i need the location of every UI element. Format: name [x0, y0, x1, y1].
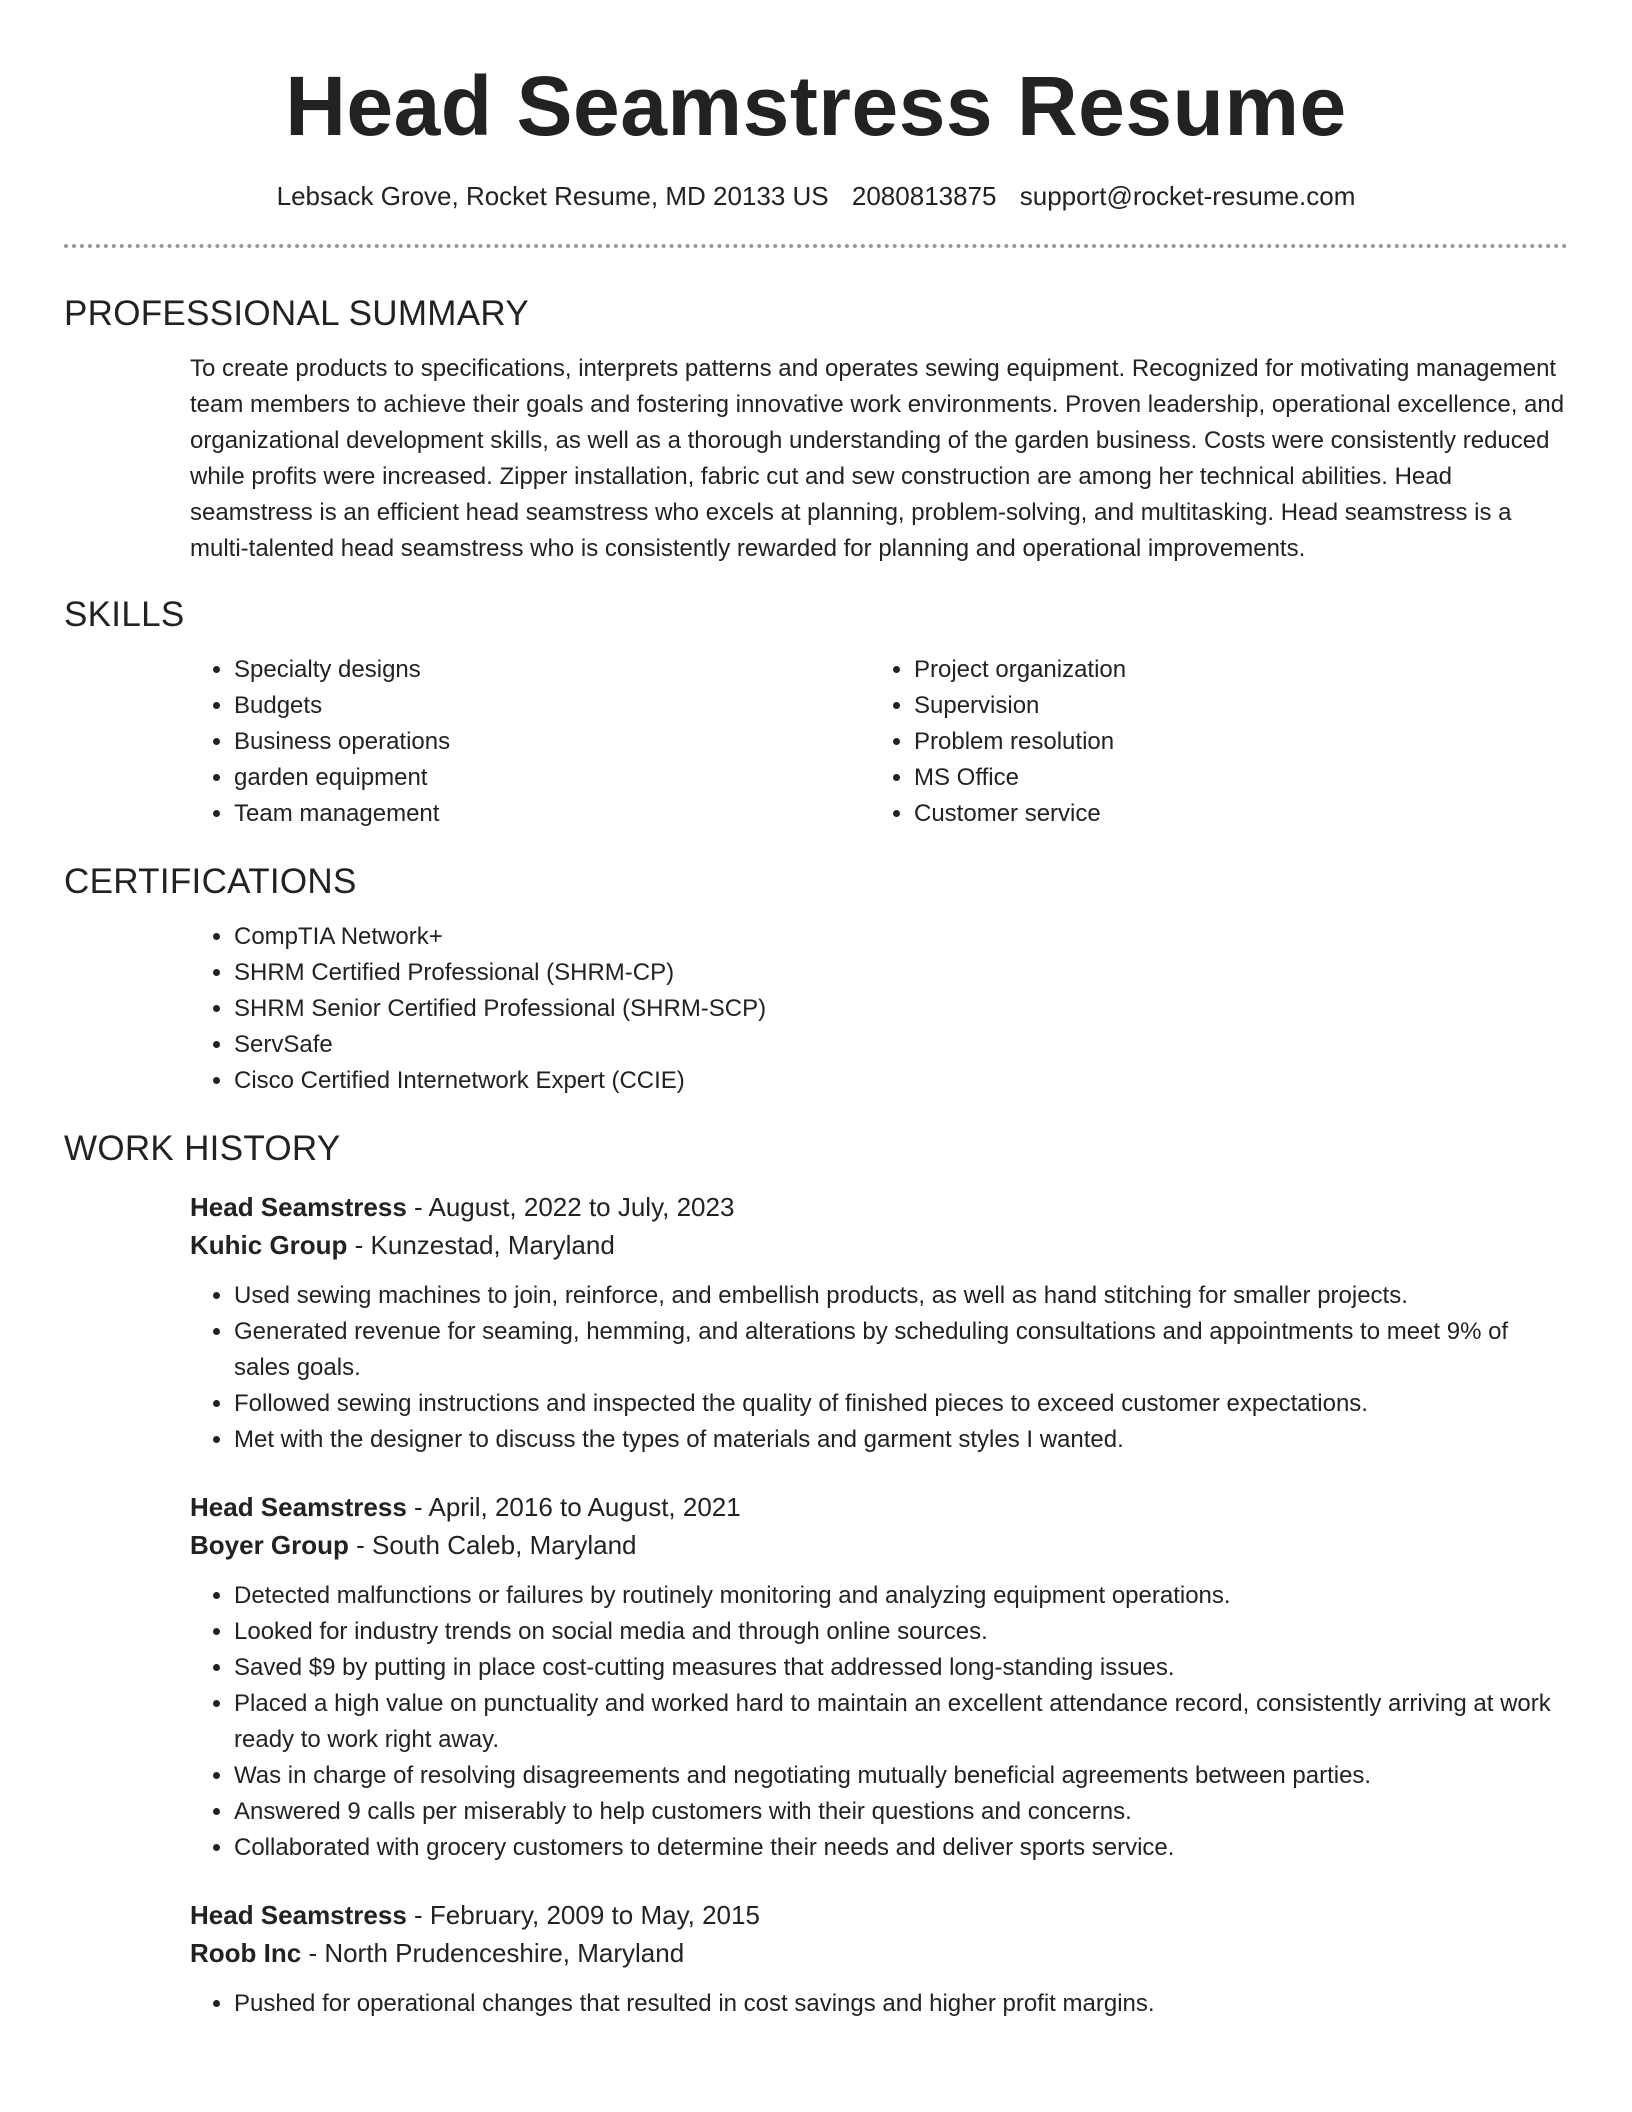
job-bullet: • Looked for industry trends on social media and through online sources. [234, 1614, 1568, 1650]
skills-grid [190, 652, 1568, 832]
job-bullet: • Met with the designer to discuss the types of materials and garment styles I wanted. [234, 1422, 1568, 1458]
job-entry [190, 1488, 1568, 1866]
skill-item: • Team management [234, 796, 870, 832]
contact-address: Lebsack Grove, Rocket Resume, MD 20133 US [276, 181, 829, 211]
skills-list-left [190, 652, 870, 832]
job-bullet: • Answered 9 calls per miserably to help customers with their questions and concerns. [234, 1794, 1568, 1830]
job-bullet: • Was in charge of resolving disagreements and negotiating mutually beneficial agreements between parties. [234, 1758, 1568, 1794]
job-bullets [190, 1278, 1568, 1458]
certifications-section [64, 861, 1568, 1099]
job-company: Kuhic Group [190, 1230, 348, 1260]
skill-item: • Supervision [914, 688, 1568, 724]
certifications-heading: CERTIFICATIONS [64, 862, 357, 901]
job-bullet: • Followed sewing instructions and inspected the quality of finished pieces to exceed customer expectations. [234, 1386, 1568, 1422]
skill-item: • Budgets [234, 688, 870, 724]
job-entry [190, 1188, 1568, 1458]
certifications-list [190, 919, 1568, 1099]
summary-text: To create products to specifications, interprets patterns and operates sewing equipment. Recognized for motivating management team members to achieve their goals and fostering innovative work environments. Proven leadership, operational excellence, and organizational development skills, as well as a thorough understanding of the garden business. Costs were consistently reduced while profits were increased. Zipper installation, fabric cut and sew construction are among her technical abilities. Head seamstress is an efficient head seamstress who excels at planning, problem-solving, and multitasking. Head seamstress is a multi-talented head seamstress who is consistently rewarded for planning and operational improvements. [190, 355, 1565, 562]
job-bullet: • Used sewing machines to join, reinforce, and embellish products, as well as hand stitching for smaller projects. [234, 1278, 1568, 1314]
certification-item: • SHRM Certified Professional (SHRM-CP) [234, 955, 1568, 991]
certification-item: • SHRM Senior Certified Professional (SHRM-SCP) [234, 991, 1568, 1027]
job-title: Head Seamstress [190, 1192, 407, 1222]
job-bullet: • Collaborated with grocery customers to determine their needs and deliver sports service. [234, 1830, 1568, 1866]
job-company-line [190, 1934, 1568, 1972]
job-dates: - August, 2022 to July, 2023 [406, 1192, 735, 1222]
work-history-heading: WORK HISTORY [64, 1129, 341, 1168]
job-location: - North Prudenceshire, Maryland [301, 1938, 685, 1968]
job-company: Roob Inc [190, 1938, 302, 1968]
job-bullets [190, 1578, 1568, 1866]
skills-list-right [870, 652, 1568, 832]
job-bullet: • Saved $9 by putting in place cost-cutting measures that addressed long-standing issues. [234, 1650, 1568, 1686]
skill-item: • Customer service [914, 796, 1568, 832]
job-company: Boyer Group [190, 1530, 349, 1560]
resume-title: Head Seamstress Resume [285, 59, 1347, 153]
job-bullet: • Generated revenue for seaming, hemming, and alterations by scheduling consultations and appointments to meet 9% of sales goals. [234, 1314, 1568, 1386]
job-bullets [190, 1986, 1568, 2022]
job-entry [190, 1896, 1568, 2022]
summary-section [64, 293, 1568, 567]
job-company-line [190, 1526, 1568, 1564]
job-dates: - April, 2016 to August, 2021 [406, 1492, 741, 1522]
skill-item: • Problem resolution [914, 724, 1568, 760]
contact-email: support@rocket-resume.com [1019, 181, 1356, 211]
contact-line [64, 180, 1568, 212]
skills-section [64, 594, 1568, 832]
job-bullet: • Detected malfunctions or failures by routinely monitoring and analyzing equipment operations. [234, 1578, 1568, 1614]
job-title: Head Seamstress [190, 1492, 407, 1522]
summary-heading: PROFESSIONAL SUMMARY [64, 294, 529, 333]
work-history-section [64, 1128, 1568, 2022]
job-title-line [190, 1188, 1568, 1226]
skill-item: • garden equipment [234, 760, 870, 796]
job-bullet: • Pushed for operational changes that resulted in cost savings and higher profit margins. [234, 1986, 1568, 2022]
certification-item: • CompTIA Network+ [234, 919, 1568, 955]
certification-item: • ServSafe [234, 1027, 1568, 1063]
skill-item: • Project organization [914, 652, 1568, 688]
job-title: Head Seamstress [190, 1900, 407, 1930]
job-location: - Kunzestad, Maryland [347, 1230, 615, 1260]
job-title-line [190, 1488, 1568, 1526]
skill-item: • MS Office [914, 760, 1568, 796]
job-dates: - February, 2009 to May, 2015 [406, 1900, 760, 1930]
job-bullet: • Placed a high value on punctuality and worked hard to maintain an excellent attendance record, consistently arriving at work ready to work right away. [234, 1686, 1568, 1758]
job-company-line [190, 1226, 1568, 1264]
contact-phone: 2080813875 [851, 181, 997, 211]
job-location: - South Caleb, Maryland [348, 1530, 637, 1560]
job-title-line [190, 1896, 1568, 1934]
certification-item: • Cisco Certified Internetwork Expert (CCIE) [234, 1063, 1568, 1099]
skill-item: • Business operations [234, 724, 870, 760]
skills-heading: SKILLS [64, 595, 185, 634]
skill-item: • Specialty designs [234, 652, 870, 688]
header-divider [64, 244, 1568, 248]
